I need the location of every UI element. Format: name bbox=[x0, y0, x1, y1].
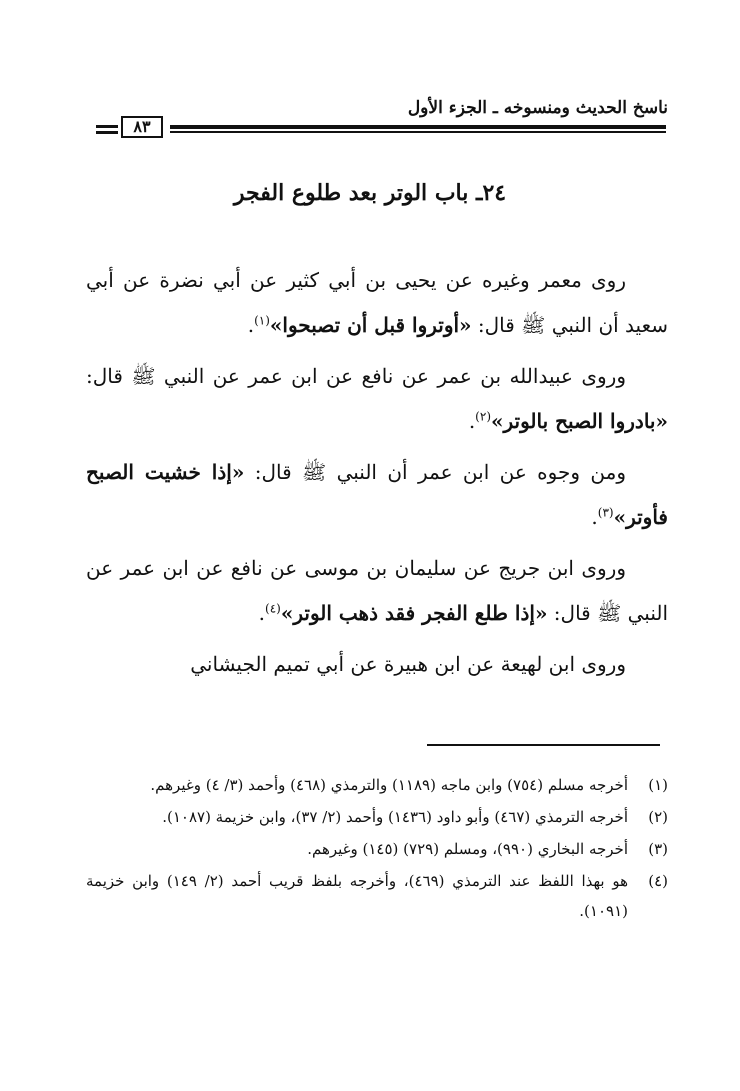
header-dash-bottom bbox=[96, 131, 118, 134]
footnote-item bbox=[86, 770, 668, 800]
period: . bbox=[591, 505, 598, 529]
period: . bbox=[247, 313, 255, 337]
paragraph-4 bbox=[86, 546, 668, 636]
header-dash-top bbox=[96, 125, 118, 128]
period: . bbox=[258, 601, 266, 625]
hadith-quote: «أوتروا قبل أن تصبحوا» bbox=[269, 313, 472, 337]
footnote-text: هو بهذا اللفظ عند الترمذي (٤٦٩)، وأخرجه بلفظ قريب أحمد (٢/ ١٤٩) وابن خزيمة (١٠٩١). bbox=[86, 872, 628, 920]
footnotes bbox=[86, 770, 668, 928]
footnote-ref[interactable]: (٢) bbox=[475, 409, 491, 424]
footnote-ref[interactable]: (٣) bbox=[597, 505, 614, 520]
paragraph-text: روى معمر وغيره عن يحيى بن أبي كثير عن أبي نضرة عن أبي سعيد أن النبي ﷺ قال: bbox=[86, 268, 668, 337]
header-rule-thin bbox=[170, 131, 666, 133]
hadith-quote: «بادروا الصبح بالوتر» bbox=[491, 409, 668, 433]
footnote-marker: (٢) bbox=[648, 808, 668, 826]
paragraph-text: وروى عبيدالله بن عمر عن نافع عن ابن عمر عن النبي ﷺ قال: bbox=[86, 364, 626, 388]
footnote-marker: (٤) bbox=[648, 872, 668, 890]
paragraph-5 bbox=[86, 642, 668, 687]
footnote-text: أخرجه البخاري (٩٩٠)، ومسلم (٧٢٩) (١٤٥) وغيرهم. bbox=[307, 840, 628, 858]
footnote-marker: (٣) bbox=[648, 840, 668, 858]
header-rule-thick bbox=[170, 125, 666, 129]
chapter-title: ٢٤ـ باب الوتر بعد طلوع الفجر bbox=[233, 180, 507, 206]
footnote-item bbox=[86, 802, 668, 832]
footnote-ref[interactable]: (١) bbox=[254, 313, 270, 328]
footnote-separator bbox=[427, 744, 660, 746]
paragraph-1 bbox=[86, 258, 668, 348]
paragraph-text: وروى ابن لهيعة عن ابن هبيرة عن أبي تميم الجيشاني bbox=[190, 652, 626, 676]
footnote-text: أخرجه مسلم (٧٥٤) وابن ماجه (١١٨٩) والترمذي (٤٦٨) وأحمد (٣/ ٤) وغيرهم. bbox=[150, 776, 628, 794]
paragraph-text: وروى ابن جريج عن سليمان بن موسى عن نافع عن ابن عمر عن النبي ﷺ قال: bbox=[86, 556, 668, 625]
page-number: ٨٣ bbox=[121, 116, 163, 138]
footnote-item bbox=[86, 834, 668, 864]
hadith-quote: «إذا خشيت الصبح فأوتر» bbox=[86, 460, 668, 529]
paragraph-text: ومن وجوه عن ابن عمر أن النبي ﷺ قال: bbox=[244, 460, 626, 484]
body-text bbox=[86, 258, 668, 693]
paragraph-3 bbox=[86, 450, 668, 540]
footnote-ref[interactable]: (٤) bbox=[265, 601, 281, 616]
hadith-quote: «إذا طلع الفجر فقد ذهب الوتر» bbox=[280, 601, 548, 625]
paragraph-2 bbox=[86, 354, 668, 444]
period: . bbox=[468, 409, 476, 433]
footnote-marker: (١) bbox=[648, 776, 668, 794]
footnote-text: أخرجه الترمذي (٤٦٧) وأبو داود (١٤٣٦) وأحمد (٢/ ٣٧)، وابن خزيمة (١٠٨٧). bbox=[162, 808, 628, 826]
footnote-item bbox=[86, 866, 668, 926]
running-title: ناسخ الحديث ومنسوخه ـ الجزء الأول bbox=[407, 98, 668, 118]
